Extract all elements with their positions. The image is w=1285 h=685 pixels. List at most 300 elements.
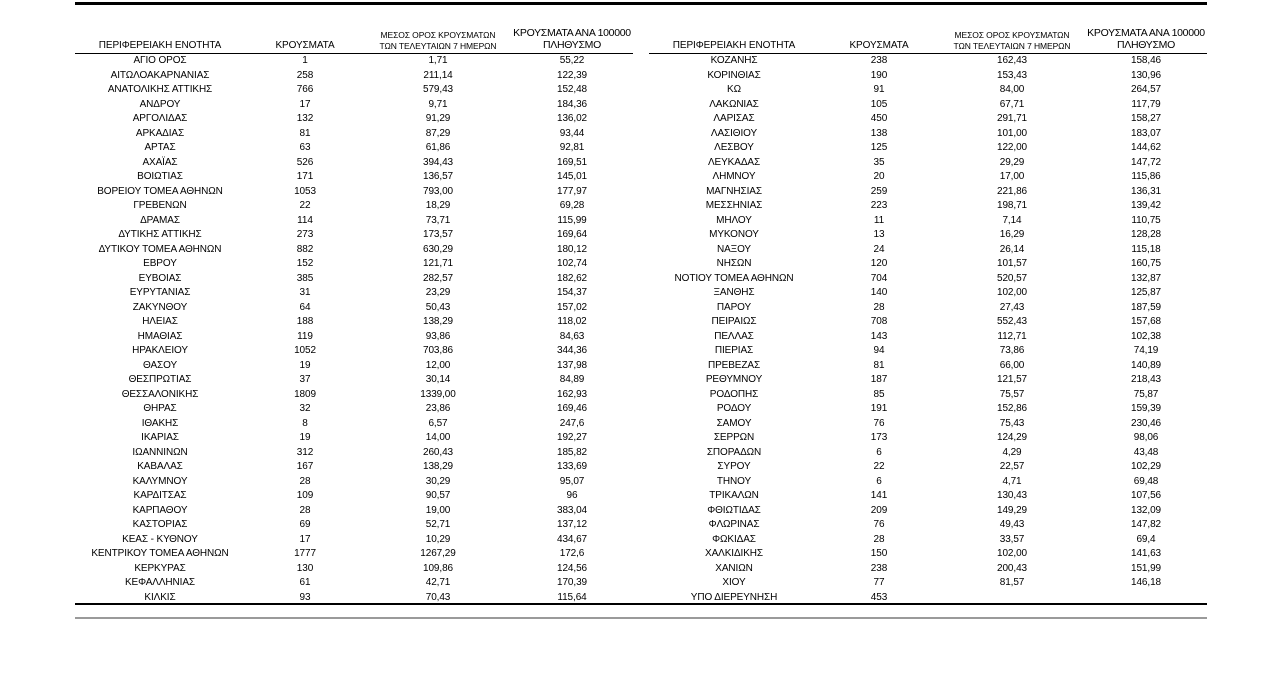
cases-cell: 125 [870, 142, 888, 153]
cases-cell: 64 [299, 301, 311, 313]
cases-cell: 69 [299, 519, 311, 530]
region-name-cell: ΔΡΑΜΑΣ [140, 214, 180, 226]
avg7-cell: 10,29 [425, 533, 451, 545]
cases-cell: 19 [299, 359, 311, 371]
avg7-cell: 153,43 [997, 69, 1027, 81]
region-name-cell: ΔΥΤΙΚΟΥ ΤΟΜΕΑ ΑΘΗΝΩΝ [98, 243, 222, 255]
avg7-cell: 130,43 [997, 490, 1027, 501]
per100k-cell: 344,36 [557, 345, 587, 356]
header-region: ΠΕΡΙΦΕΡΕΙΑΚΗ ΕΝΟΤΗΤΑ [649, 26, 819, 54]
avg7-cell: 16,29 [999, 229, 1025, 240]
region-name-cell: ΤΗΝΟΥ [716, 475, 752, 487]
per100k-cell: 115,99 [557, 214, 587, 226]
cases-cell: 882 [296, 243, 314, 255]
region-name-cell: ΑΡΤΑΣ [144, 142, 176, 153]
per100k-cell: 107,56 [1131, 490, 1161, 501]
region-name-cell: ΕΥΡΥΤΑΝΙΑΣ [129, 287, 191, 298]
cases-cell: 141 [870, 490, 888, 501]
per100k-cell: 95,07 [559, 475, 585, 487]
per100k-cell: 69,4 [1136, 533, 1156, 545]
cases-cell: 94 [873, 345, 885, 356]
per100k-cell: 136,31 [1131, 185, 1161, 197]
per100k-cell: 132,87 [1131, 272, 1161, 284]
per100k-cell: 218,43 [1131, 374, 1161, 385]
table-row [649, 518, 1207, 533]
table-row [649, 199, 1207, 214]
cases-cell: 1 [302, 55, 308, 66]
per100k-cell: 144,62 [1131, 142, 1161, 153]
per100k-cell: 137,12 [557, 519, 587, 530]
per100k-cell: 136,02 [557, 113, 587, 124]
table-row [649, 547, 1207, 562]
cases-cell: 6 [876, 446, 882, 458]
per100k-cell: 74,19 [1133, 345, 1159, 356]
region-name-cell: ΒΟΡΕΙΟΥ ΤΟΜΕΑ ΑΘΗΝΩΝ [97, 185, 223, 197]
table-row [649, 475, 1207, 490]
per100k-cell: 158,46 [1131, 55, 1161, 66]
table-row [75, 257, 633, 272]
per100k-cell: 169,64 [557, 229, 587, 240]
table-row [649, 388, 1207, 403]
region-name-cell: ΝΟΤΙΟΥ ΤΟΜΕΑ ΑΘΗΝΩΝ [674, 272, 794, 284]
per100k-cell: 43,48 [1133, 446, 1159, 458]
region-name-cell: ΡΟΔΟΠΗΣ [709, 388, 759, 400]
cases-cell: 93 [299, 591, 311, 603]
cases-cell: 6 [876, 475, 882, 487]
region-name-cell: ΑΙΤΩΛΟΑΚΑΡΝΑΝΙΑΣ [110, 69, 210, 81]
avg7-cell: 173,57 [423, 229, 453, 240]
avg7-cell: 4,29 [1002, 446, 1022, 458]
avg7-cell: 200,43 [997, 562, 1027, 574]
cases-cell: 385 [296, 272, 314, 284]
avg7-cell: 7,14 [1002, 214, 1022, 226]
avg7-cell: 1339,00 [420, 388, 456, 400]
region-name-cell: ΒΟΙΩΤΙΑΣ [137, 171, 183, 182]
cases-cell: 453 [870, 591, 888, 603]
avg7-cell: 30,29 [425, 475, 451, 487]
avg7-cell: 102,00 [997, 548, 1027, 559]
table-row [75, 170, 633, 185]
header-row [649, 26, 1207, 54]
table-row [75, 243, 633, 258]
header-avg7 [365, 26, 511, 54]
region-name-cell: ΙΩΑΝΝΙΝΩΝ [132, 446, 188, 458]
avg7-cell: 121,57 [997, 374, 1027, 385]
region-name-cell: ΞΑΝΘΗΣ [713, 287, 755, 298]
cases-cell: 32 [299, 403, 311, 414]
per100k-cell: 55,22 [559, 55, 585, 66]
regional-cases-table-left [75, 26, 633, 605]
per100k-cell: 140,89 [1131, 359, 1161, 371]
avg7-cell: 42,71 [425, 577, 451, 588]
per100k-cell: 69,28 [559, 200, 585, 211]
per100k-cell: 157,68 [1131, 316, 1161, 327]
cases-cell: 109 [296, 490, 314, 501]
avg7-cell: 91,29 [425, 113, 451, 124]
per100k-cell: 180,12 [557, 243, 587, 255]
table-row [649, 170, 1207, 185]
avg7-cell: 152,86 [997, 403, 1027, 414]
per100k-cell: 159,39 [1131, 403, 1161, 414]
per100k-cell: 264,57 [1131, 84, 1161, 95]
per100k-cell: 133,69 [557, 461, 587, 472]
table-row [649, 257, 1207, 272]
per100k-cell: 141,63 [1131, 548, 1161, 559]
cases-cell: 1052 [294, 345, 316, 356]
cases-cell: 143 [870, 330, 888, 342]
region-name-cell: ΜΥΚΟΝΟΥ [709, 229, 759, 240]
per100k-cell: 157,02 [557, 301, 587, 313]
region-name-cell: ΤΡΙΚΑΛΩΝ [709, 490, 759, 501]
region-name-cell: ΛΕΣΒΟΥ [714, 142, 754, 153]
avg7-cell: 101,57 [997, 258, 1027, 269]
cases-cell: 81 [873, 359, 885, 371]
region-name-cell: ΦΛΩΡΙΝΑΣ [708, 519, 760, 530]
table-row [649, 446, 1207, 461]
table-row [649, 112, 1207, 127]
avg7-cell: 162,43 [997, 55, 1027, 66]
avg7-cell: 520,57 [997, 272, 1027, 284]
avg7-cell: 138,29 [423, 316, 453, 327]
cases-cell: 17 [299, 98, 311, 110]
cases-cell: 91 [873, 84, 885, 95]
table-row [75, 417, 633, 432]
region-name-cell: ΚΟΖΑΝΗΣ [710, 55, 758, 66]
table-row [75, 504, 633, 519]
per100k-cell: 192,27 [557, 432, 587, 443]
region-name-cell: ΑΡΓΟΛΙΔΑΣ [132, 113, 188, 124]
table-row [75, 301, 633, 316]
per100k-cell: 92,81 [559, 142, 585, 153]
avg7-cell: 149,29 [997, 504, 1027, 516]
cases-cell: 85 [873, 388, 885, 400]
region-name-cell: ΡΕΘΥΜΝΟΥ [705, 374, 763, 385]
avg7-cell: 122,00 [997, 142, 1027, 153]
per100k-cell: 102,38 [1131, 330, 1161, 342]
avg7-cell: 198,71 [997, 200, 1027, 211]
header-per100k [1085, 26, 1207, 54]
cases-cell: 223 [870, 200, 888, 211]
avg7-cell: 121,71 [423, 258, 453, 269]
table-row [649, 286, 1207, 301]
region-name-cell: ΗΛΕΙΑΣ [142, 316, 178, 327]
region-name-cell: ΠΑΡΟΥ [716, 301, 752, 313]
table-row [649, 301, 1207, 316]
avg7-cell: 12,00 [425, 359, 451, 371]
header-row [75, 26, 633, 54]
table-row [75, 156, 633, 171]
avg7-cell: 52,71 [425, 519, 451, 530]
avg7-cell: 90,57 [425, 490, 451, 501]
avg7-cell: 793,00 [423, 185, 453, 197]
cases-cell: 63 [299, 142, 311, 153]
region-name-cell: ΔΥΤΙΚΗΣ ΑΤΤΙΚΗΣ [118, 229, 202, 240]
table-row [75, 98, 633, 113]
avg7-cell: 18,29 [425, 200, 451, 211]
header-line: ΚΡΟΥΣΜΑΤΑ ΑΝΑ 100000 [513, 27, 631, 39]
table-row [75, 315, 633, 330]
per100k-cell: 154,37 [557, 287, 587, 298]
avg7-cell: 552,43 [997, 316, 1027, 327]
table-row [75, 330, 633, 345]
per100k-cell: 122,39 [557, 69, 587, 81]
per100k-cell: 137,98 [557, 359, 587, 371]
per100k-cell: 118,02 [557, 316, 587, 327]
per100k-cell: 84,63 [559, 330, 585, 342]
per100k-cell: 98,06 [1133, 432, 1159, 443]
region-name-cell: ΦΩΚΙΔΑΣ [712, 533, 756, 545]
per100k-cell: 125,87 [1131, 287, 1161, 298]
table-row [75, 185, 633, 200]
bottom-rule [75, 603, 1207, 605]
cases-cell: 171 [296, 171, 314, 182]
cases-cell: 188 [296, 316, 314, 327]
cases-cell: 61 [299, 577, 311, 588]
header-per100k [511, 26, 633, 54]
region-name-cell: ΘΕΣΣΑΛΟΝΙΚΗΣ [121, 388, 199, 400]
table-row [75, 431, 633, 446]
cases-cell: 173 [870, 432, 888, 443]
table-row [75, 112, 633, 127]
avg7-cell: 6,57 [428, 417, 448, 429]
region-name-cell: ΜΕΣΣΗΝΙΑΣ [705, 200, 763, 211]
cases-cell: 130 [296, 562, 314, 574]
table-row [649, 431, 1207, 446]
per100k-cell: 169,46 [557, 403, 587, 414]
cases-cell: 708 [870, 316, 888, 327]
footer-rule [75, 617, 1207, 619]
cases-cell: 1809 [294, 388, 316, 400]
per100k-cell: 102,29 [1131, 461, 1161, 472]
region-name-cell: ΚΙΛΚΙΣ [144, 591, 176, 603]
table-body-left [75, 54, 633, 606]
table-row [75, 272, 633, 287]
table-row [649, 243, 1207, 258]
region-name-cell: ΕΥΒΟΙΑΣ [138, 272, 182, 284]
table-row [649, 83, 1207, 98]
table-body-right [649, 54, 1207, 606]
avg7-cell: 260,43 [423, 446, 453, 458]
per100k-cell: 434,67 [557, 533, 587, 545]
region-name-cell: ΗΜΑΘΙΑΣ [137, 330, 183, 342]
table-row [649, 489, 1207, 504]
per100k-cell: 139,42 [1131, 200, 1161, 211]
avg7-cell: 49,43 [999, 519, 1025, 530]
table-row [649, 141, 1207, 156]
region-name-cell: ΣΥΡΟΥ [717, 461, 751, 472]
table-row [75, 489, 633, 504]
table-row [649, 344, 1207, 359]
region-name-cell: ΚΑΛΥΜΝΟΥ [132, 475, 188, 487]
top-rule [75, 2, 1207, 5]
per100k-cell: 93,44 [559, 127, 585, 139]
cases-cell: 28 [299, 475, 311, 487]
per100k-cell: 117,79 [1131, 98, 1161, 110]
cases-cell: 273 [296, 229, 314, 240]
cases-cell: 1053 [294, 185, 316, 197]
header-line: ΜΕΣΟΣ ΟΡΟΣ ΚΡΟΥΣΜΑΤΩΝ [954, 30, 1070, 40]
cases-cell: 77 [873, 577, 885, 588]
cases-cell: 76 [873, 519, 885, 530]
cases-cell: 259 [870, 185, 888, 197]
per100k-cell: 115,64 [557, 591, 587, 603]
per100k-cell: 147,72 [1131, 156, 1161, 168]
region-name-cell: ΓΡΕΒΕΝΩΝ [133, 200, 187, 211]
table-row [649, 98, 1207, 113]
cases-cell: 17 [299, 533, 311, 545]
table-row [649, 54, 1207, 69]
table-row [649, 562, 1207, 577]
region-name-cell: ΧΑΛΚΙΔΙΚΗΣ [705, 548, 763, 559]
cases-cell: 187 [870, 374, 888, 385]
per100k-cell: 75,87 [1133, 388, 1159, 400]
cases-cell: 8 [302, 417, 308, 429]
table-row [75, 83, 633, 98]
table-row [75, 344, 633, 359]
per100k-cell: 130,96 [1131, 69, 1161, 81]
region-name-cell: ΡΟΔΟΥ [716, 403, 752, 414]
table-row [75, 54, 633, 69]
avg7-cell: 19,00 [425, 504, 451, 516]
avg7-cell: 27,43 [999, 301, 1025, 313]
region-name-cell: ΝΗΣΩΝ [716, 258, 752, 269]
avg7-cell: 23,86 [425, 403, 451, 414]
cases-cell: 81 [299, 127, 311, 139]
per100k-cell: 184,36 [557, 98, 587, 110]
avg7-cell: 4,71 [1002, 475, 1022, 487]
region-name-cell: ΙΘΑΚΗΣ [141, 417, 179, 429]
table-row [649, 373, 1207, 388]
avg7-cell: 221,86 [997, 185, 1027, 197]
per100k-cell: 162,93 [557, 388, 587, 400]
cases-cell: 526 [296, 156, 314, 168]
cases-cell: 167 [296, 461, 314, 472]
per100k-cell: 185,82 [557, 446, 587, 458]
cases-cell: 105 [870, 98, 888, 110]
header-line: ΠΛΗΘΥΣΜΟ [1116, 39, 1176, 51]
region-name-cell: ΠΡΕΒΕΖΑΣ [707, 359, 761, 371]
region-name-cell: ΚΕΦΑΛΛΗΝΙΑΣ [124, 577, 196, 588]
table-row [649, 417, 1207, 432]
avg7-cell: 138,29 [423, 461, 453, 472]
per100k-cell: 124,56 [557, 562, 587, 574]
region-name-cell: ΜΑΓΝΗΣΙΑΣ [706, 185, 762, 197]
table-row [75, 286, 633, 301]
region-name-cell: ΠΙΕΡΙΑΣ [714, 345, 754, 356]
regional-cases-table-right [649, 26, 1207, 605]
avg7-cell: 33,57 [999, 533, 1025, 545]
header-cases: ΚΡΟΥΣΜΑΤΑ [245, 26, 365, 54]
region-name-cell: ΛΕΥΚΑΔΑΣ [707, 156, 761, 168]
per100k-cell: 128,28 [1131, 229, 1161, 240]
per100k-cell: 172,6 [559, 548, 585, 559]
region-name-cell: ΚΑΡΠΑΘΟΥ [132, 504, 188, 516]
avg7-cell: 579,43 [423, 84, 453, 95]
table-row [75, 402, 633, 417]
header-line: ΜΕΣΟΣ ΟΡΟΣ ΚΡΟΥΣΜΑΤΩΝ [380, 30, 496, 40]
cases-cell: 238 [870, 562, 888, 574]
cases-cell: 450 [870, 113, 888, 124]
cases-cell: 138 [870, 127, 888, 139]
region-name-cell: ΚΕΡΚΥΡΑΣ [134, 562, 186, 574]
table-row [649, 576, 1207, 591]
header-line: ΤΩΝ ΤΕΛΕΥΤΑΙΩΝ 7 ΗΜΕΡΩΝ [379, 40, 497, 51]
avg7-cell: 14,00 [425, 432, 451, 443]
cases-cell: 119 [297, 330, 313, 342]
per100k-cell: 183,07 [1131, 127, 1161, 139]
table-row [649, 460, 1207, 475]
header-line: ΤΩΝ ΤΕΛΕΥΤΑΙΩΝ 7 ΗΜΕΡΩΝ [953, 40, 1071, 51]
avg7-cell: 30,14 [425, 374, 451, 385]
region-name-cell: ΑΝΔΡΟΥ [139, 98, 181, 110]
region-name-cell: ΑΡΚΑΔΙΑΣ [135, 127, 185, 139]
cases-cell: 22 [873, 461, 885, 472]
avg7-cell: 75,57 [999, 388, 1025, 400]
table-row [649, 69, 1207, 84]
avg7-cell: 81,57 [999, 577, 1025, 588]
table-row [649, 315, 1207, 330]
region-name-cell: ΖΑΚΥΝΘΟΥ [132, 301, 188, 313]
cases-cell: 312 [296, 446, 314, 458]
header-line: ΠΛΗΘΥΣΜΟ [542, 39, 602, 51]
report-sheet [75, 0, 1207, 685]
per100k-cell: 383,04 [557, 504, 587, 516]
table-row [75, 69, 633, 84]
cases-cell: 704 [870, 272, 888, 284]
avg7-cell: 282,57 [423, 272, 453, 284]
region-name-cell: ΘΕΣΠΡΩΤΙΑΣ [128, 374, 192, 385]
cases-cell: 132 [296, 113, 314, 124]
avg7-cell: 29,29 [999, 156, 1025, 168]
cases-cell: 31 [299, 287, 311, 298]
region-name-cell: ΗΡΑΚΛΕΙΟΥ [132, 345, 188, 356]
per100k-cell: 230,46 [1131, 417, 1161, 429]
cases-cell: 28 [873, 301, 885, 313]
avg7-cell: 61,86 [425, 142, 451, 153]
cases-cell: 13 [873, 229, 885, 240]
region-name-cell: ΚΩ [727, 84, 741, 95]
avg7-cell: 101,00 [997, 127, 1027, 139]
region-name-cell: ΠΕΛΛΑΣ [714, 330, 754, 342]
avg7-cell: 630,29 [423, 243, 453, 255]
per100k-cell: 115,86 [1131, 171, 1161, 182]
table-row [649, 156, 1207, 171]
header-cases: ΚΡΟΥΣΜΑΤΑ [819, 26, 939, 54]
avg7-cell: 22,57 [999, 461, 1025, 472]
avg7-cell: 73,86 [999, 345, 1025, 356]
region-name-cell: ΥΠΟ ΔΙΕΡΕΥΝΗΣΗ [690, 591, 778, 603]
cases-cell: 28 [299, 504, 311, 516]
per100k-cell: 158,27 [1131, 113, 1161, 124]
region-name-cell: ΚΑΣΤΟΡΙΑΣ [132, 519, 188, 530]
avg7-cell: 73,71 [425, 214, 451, 226]
avg7-cell: 66,00 [999, 359, 1025, 371]
cases-cell: 238 [870, 55, 888, 66]
per100k-cell: 182,62 [557, 272, 587, 284]
table-row [75, 359, 633, 374]
cases-cell: 19 [299, 432, 311, 443]
region-name-cell: ΝΑΞΟΥ [716, 243, 752, 255]
cases-cell: 190 [870, 69, 888, 81]
cases-cell: 114 [297, 214, 313, 226]
avg7-cell: 703,86 [423, 345, 453, 356]
header-avg7 [939, 26, 1085, 54]
table-row [75, 228, 633, 243]
region-name-cell: ΙΚΑΡΙΑΣ [141, 432, 179, 443]
cases-cell: 191 [870, 403, 888, 414]
per100k-cell: 247,6 [559, 417, 585, 429]
cases-cell: 258 [296, 69, 314, 81]
